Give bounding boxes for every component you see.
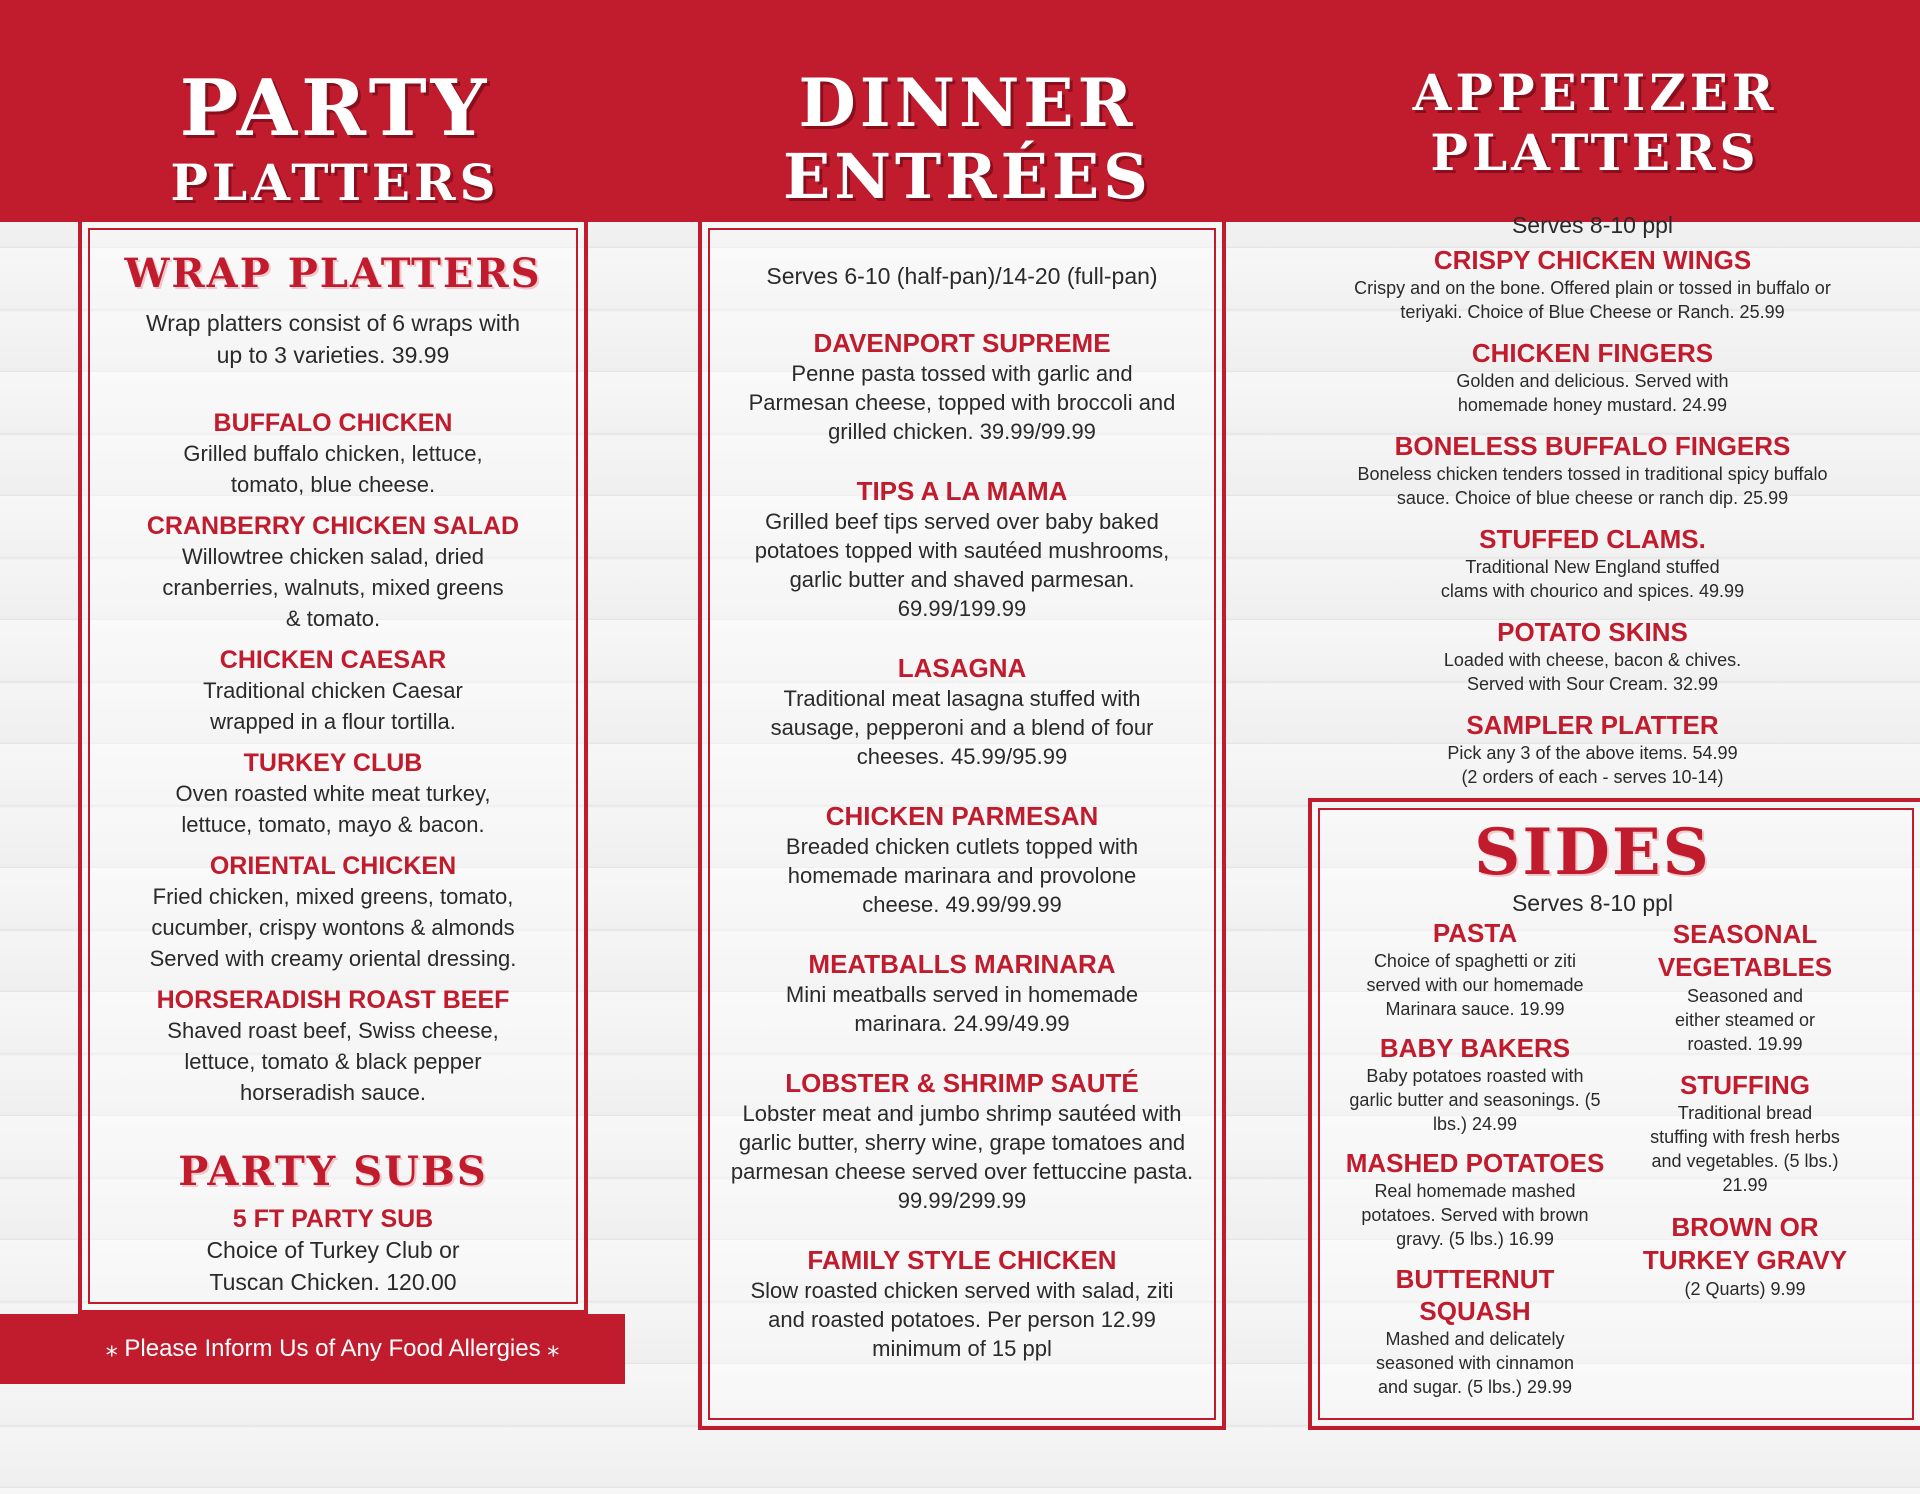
dinner-item [730,801,1194,919]
header-dinner-line1: DINNER [798,64,1137,142]
side-item [1635,1211,1855,1301]
side-item-name: PASTA [1432,918,1518,948]
appetizer-item-name: POTATO SKINS [1497,617,1688,647]
sides-serves: Serves 8-10 ppl [1511,890,1674,916]
header-appetizer-platters [1380,63,1810,182]
appetizer-item [1330,710,1855,789]
side-item-desc: Choice of spaghetti or ziti served with our homemade Marinara sauce. 19.99 [1366,951,1584,1019]
wrap-item [108,749,558,840]
side-item-name: BUTTERNUT SQUASH [1395,1264,1555,1326]
wrap-item-desc: Shaved roast beef, Swiss cheese, lettuce, tomato & black pepper horseradish sauce. [167,1018,499,1105]
dinner-item-desc: Breaded chicken cutlets topped with homemade marinara and provolone cheese. 49.99/99.99 [785,834,1139,917]
dinner-serves: Serves 6-10 (half-pan)/14-20 (full-pan) [766,263,1158,289]
wrap-item-name: CRANBERRY CHICKEN SALAD [146,512,520,540]
wrap-item-desc: Traditional chicken Caesar wrapped in a flour tortilla. [203,678,463,734]
appetizer-item-name: STUFFED CLAMS. [1479,524,1706,554]
dinner-item-name: TIPS A LA MAMA [856,476,1068,506]
side-item-name: SEASONAL VEGETABLES [1657,919,1833,982]
appetizer-item-desc: Loaded with cheese, bacon & chives. Served with Sour Cream. 32.99 [1443,650,1742,694]
dinner-item-name: CHICKEN PARMESAN [825,801,1099,831]
side-item [1335,1148,1615,1251]
dinner-item-desc: Mini meatballs served in homemade marinara. 24.99/49.99 [785,982,1139,1036]
appetizer-item-name: BONELESS BUFFALO FINGERS [1394,431,1791,461]
header-appetizer-line1: APPETIZER [1412,63,1778,122]
header-party-platters [110,63,560,212]
dinner-item [730,949,1194,1038]
side-item [1335,918,1615,1021]
dinner-entrees-column [730,263,1194,1363]
wrap-item-desc: Willowtree chicken salad, dried cranberries, walnuts, mixed greens & tomato. [162,544,504,631]
wrap-platters-title: WRAP PLATTERS [124,250,542,297]
header-dinner-line2: ENTRÉES [783,140,1152,213]
sides-header [1330,815,1855,917]
side-item [1635,918,1855,1056]
appetizer-item-name: CHICKEN FINGERS [1471,338,1714,368]
side-item-desc: (2 Quarts) 9.99 [1684,1279,1806,1299]
dinner-item-name: DAVENPORT SUPREME [813,328,1111,358]
appetizer-item-name: CRISPY CHICKEN WINGS [1433,245,1752,275]
dinner-item [730,1068,1194,1215]
appetizer-item-desc: Traditional New England stuffed clams with chourico and spices. 49.99 [1440,557,1745,601]
appetizer-item [1330,431,1855,510]
wrap-item [108,512,558,634]
appetizer-platters-column [1330,212,1855,789]
dinner-item-desc: Traditional meat lasagna stuffed with sausage, pepperoni and a blend of four cheeses. 45.99/95.99 [770,686,1154,769]
dinner-item-desc: Penne pasta tossed with garlic and Parmesan cheese, topped with broccoli and grilled chicken. 39.99/99.99 [748,361,1176,444]
appetizer-item [1330,524,1855,603]
party-subs-title: PARTY SUBS [178,1148,488,1195]
side-item-desc: Seasoned and either steamed or roasted. 19.99 [1674,986,1816,1054]
appetizer-serves: Serves 8-10 ppl [1511,212,1674,238]
appetizer-item-desc: Pick any 3 of the above items. 54.99 (2 orders of each - serves 10-14) [1447,743,1738,787]
appetizer-item [1330,617,1855,696]
dinner-item [730,653,1194,771]
wrap-item-name: TURKEY CLUB [243,749,423,777]
header-dinner-entrees [770,64,1165,213]
sub-item-name: 5 FT PARTY SUB [232,1205,434,1233]
wrap-item-name: HORSERADISH ROAST BEEF [156,986,510,1014]
dinner-item-desc: Slow roasted chicken served with salad, ziti and roasted potatoes. Per person 12.99 minimum of 15 ppl [750,1278,1174,1361]
sides-right-column [1635,918,1855,1301]
wrap-item-desc: Grilled buffalo chicken, lettuce, tomato, blue cheese. [183,441,483,497]
wrap-item-name: BUFFALO CHICKEN [213,409,453,437]
appetizer-item [1330,338,1855,417]
wrap-item [108,852,558,974]
side-item-name: BROWN OR TURKEY GRAVY [1642,1212,1848,1275]
side-item-desc: Baby potatoes roasted with garlic butter and seasonings. (5 lbs.) 24.99 [1349,1066,1601,1134]
dinner-item-name: LOBSTER & SHRIMP SAUTÉ [785,1068,1139,1098]
appetizer-item-name: SAMPLER PLATTER [1466,710,1719,740]
wrap-item-desc: Fried chicken, mixed greens, tomato, cucumber, crispy wontons & almonds Served with creamy oriental dressing. [149,884,517,971]
sub-item-desc: Choice of Turkey Club or Tuscan Chicken. 120.00 [206,1237,460,1295]
side-item-desc: Mashed and delicately seasoned with cinnamon and sugar. (5 lbs.) 29.99 [1375,1329,1575,1397]
dinner-item-desc: Grilled beef tips served over baby baked potatoes topped with sautéed mushrooms, garlic butter and shaved parmesan. 69.99/199.99 [754,509,1170,621]
sub-item [108,1205,558,1298]
dinner-item [730,328,1194,446]
side-item-name: BABY BAKERS [1379,1033,1571,1063]
header-appetizer-line2: PLATTERS [1430,123,1760,182]
wrap-item-name: CHICKEN CAESAR [219,646,447,674]
side-item [1335,1263,1615,1399]
dinner-item-desc: Lobster meat and jumbo shrimp sautéed with garlic butter, sherry wine, grape tomatoes and parmesan cheese served over fettuccine pasta. 99.99/299.99 [730,1101,1194,1213]
dinner-item-name: LASAGNA [897,653,1027,683]
header-party-line2: PLATTERS [170,153,500,212]
header-party-line1: PARTY [179,63,491,154]
sides-title: SIDES [1474,815,1711,890]
side-item [1635,1070,1855,1197]
sides-left-column [1335,918,1615,1399]
allergy-notice: ⁎ Please Inform Us of Any Food Allergies ⁎ [0,1314,625,1384]
side-item-desc: Real homemade mashed potatoes. Served with brown gravy. (5 lbs.) 16.99 [1361,1181,1589,1249]
dinner-item [730,476,1194,623]
wrap-item [108,409,558,500]
wrap-platters-intro: Wrap platters consist of 6 wraps with up to 3 varieties. 39.99 [145,310,521,368]
wrap-item-name: ORIENTAL CHICKEN [209,852,457,880]
appetizer-item [1330,245,1855,324]
side-item-desc: Traditional bread stuffing with fresh herbs and vegetables. (5 lbs.) 21.99 [1650,1103,1840,1195]
side-item-name: MASHED POTATOES [1345,1148,1605,1178]
appetizer-item-desc: Golden and delicious. Served with homemade honey mustard. 24.99 [1456,371,1729,415]
wrap-item-desc: Oven roasted white meat turkey, lettuce, tomato, mayo & bacon. [175,781,491,837]
appetizer-item-desc: Crispy and on the bone. Offered plain or tossed in buffalo or teriyaki. Choice of Blue Cheese or Ranch. 25.99 [1354,278,1831,322]
appetizer-item-desc: Boneless chicken tenders tossed in traditional spicy buffalo sauce. Choice of blue cheese or ranch dip. 25.99 [1357,464,1828,508]
wrap-item [108,646,558,737]
dinner-item-name: MEATBALLS MARINARA [808,949,1116,979]
party-platters-column [108,250,558,1298]
dinner-item-name: FAMILY STYLE CHICKEN [807,1245,1117,1275]
dinner-item [730,1245,1194,1363]
wrap-item [108,986,558,1108]
side-item [1335,1033,1615,1136]
side-item-name: STUFFING [1680,1070,1810,1100]
